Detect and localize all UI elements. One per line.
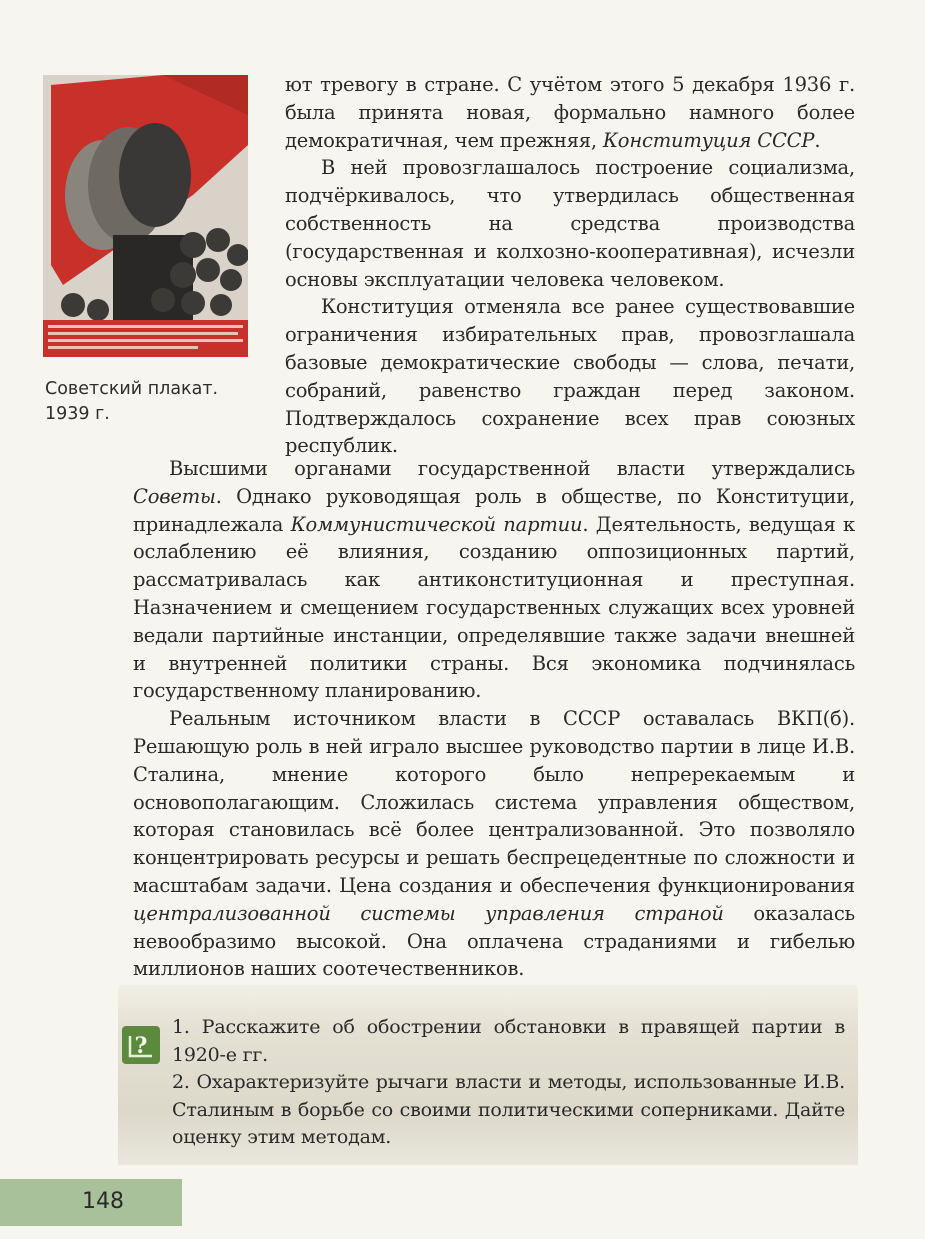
term-communist-party: Коммунистической партии <box>290 512 583 536</box>
caption-line-1: Советский плакат. <box>45 379 219 399</box>
term-soviets: Советы <box>133 484 216 508</box>
questions-list <box>172 1014 845 1152</box>
question-1: 1. Расскажите об обострении обстановки в правящей партии в 1920-е гг. <box>172 1016 845 1066</box>
paragraph-1-text: ют тревогу в стране. С учётом этого 5 декабря 1936 г. была принята новая, формально намного более демократичная, чем прежняя, <box>285 73 855 152</box>
paragraph-5 <box>133 705 855 983</box>
paragraph-1-end: . <box>814 128 821 152</box>
paragraph-5-text-b: оказалась невообразимо высокой. Она оплачена страданиями и гибелью миллионов наших соотечественников. <box>133 901 855 981</box>
paragraph-3: Конституция отменяла все ранее существовавшие ограничения избирательных прав, провозглашала базовые демократические свободы — слова, печати, собраний, равенство граждан перед законом. Подтверждалось сохранение всех прав союзных республик. <box>285 295 855 458</box>
question-2: 2. Охарактеризуйте рычаги власти и методы, использованные И.В. Сталиным в борьбе со своими политическими соперниками. Дайте оценку этим методам. <box>172 1071 845 1148</box>
term-centralized-system: централизованной системы управления страной <box>133 901 724 925</box>
svg-text:?: ? <box>134 1033 148 1059</box>
paragraph-4-text-b: . Однако руководящая роль в обществе, по Конституции, принадлежала <box>133 484 855 536</box>
paragraph-5-text-a: Реальным источником власти в СССР оставалась ВКП(б). Решающую роль в ней играло высшее руководство партии в лице И.В. Сталина, мнение которого было непререкаемым и основополагающим. Сложилась система управления обществом, которая становилась всё более централизованной. Это позволяло концентрировать ресурсы и решать беспрецедентные по сложности и масштабам задачи. Цена создания и обеспечения функционирования <box>133 707 855 897</box>
paragraph-4 <box>133 455 855 705</box>
paragraph-4-text-c: . Деятельность, ведущая к ослаблению её влияния, созданию оппозиционных партий, рассматривалась как антиконституционная и преступная. Назначением и смещением государственных служащих всех уровней ведали партийные инстанции, определявшие также задачи внешней и внутренней политики страны. Вся экономика подчинялась государственному планированию. <box>133 512 855 703</box>
text-column-full <box>133 455 855 983</box>
paragraph-2: В ней провозглашалось построение социализма, подчёркивалось, что утвердилась общественная собственность на средства производства (государственная и колхозно-кооперативная), исчезли основы эксплуатации человека человеком. <box>285 156 855 291</box>
caption-line-2: 1939 г. <box>45 404 110 424</box>
poster-caption <box>45 377 260 427</box>
soviet-poster-image <box>43 75 248 357</box>
term-constitution: Конституция СССР <box>602 128 815 152</box>
poster-illustration <box>43 75 248 357</box>
paragraph-4-text-a: Высшими органами государственной власти утверждались <box>169 457 855 480</box>
question-book-icon <box>122 1026 160 1064</box>
text-column-right <box>285 71 855 460</box>
paragraph-1 <box>285 71 855 154</box>
page-number: 148 <box>82 1189 124 1214</box>
